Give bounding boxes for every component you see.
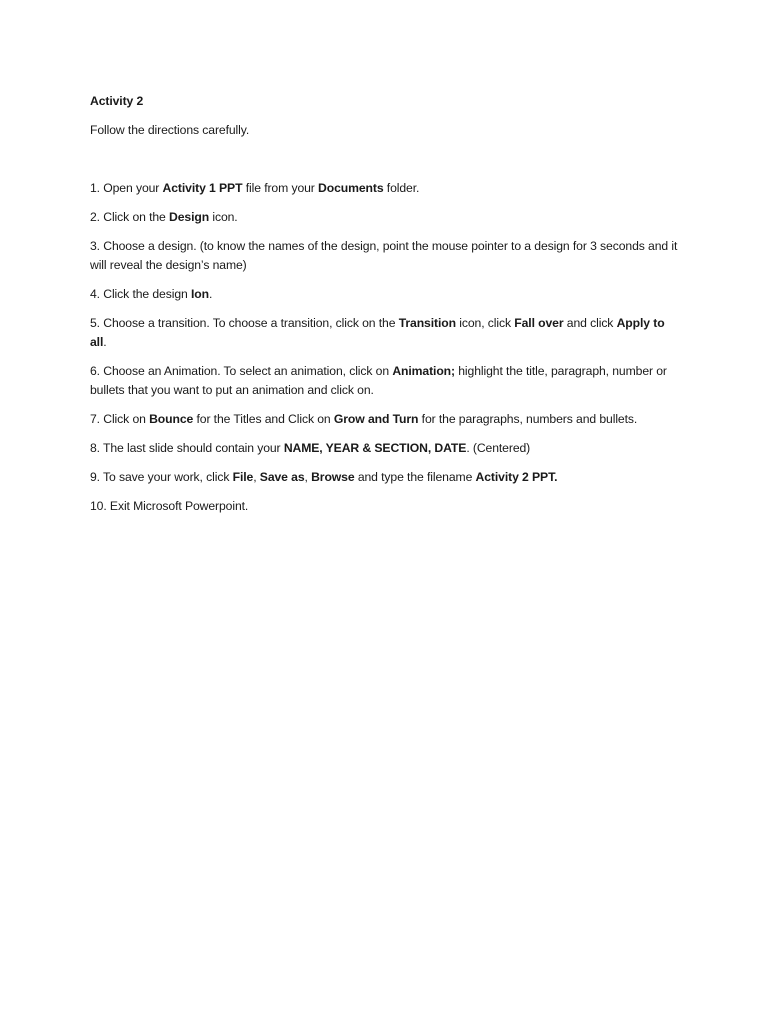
step-text: and click [563, 316, 617, 330]
step-text: and type the filename [354, 470, 476, 484]
steps-list [90, 179, 680, 516]
step-text: for the Titles and Click on [193, 412, 334, 426]
step-item [90, 362, 680, 400]
step-text: for the paragraphs, numbers and bullets. [418, 412, 638, 426]
step-bold-text: Documents [318, 181, 384, 195]
step-text: 1. Open your [90, 181, 163, 195]
step-text: icon, click [455, 316, 515, 330]
step-text: folder. [383, 181, 420, 195]
step-item [90, 179, 680, 198]
step-bold-text: Animation; [392, 364, 455, 378]
step-item [90, 439, 680, 458]
document-title: Activity 2 [90, 94, 144, 108]
step-item [90, 314, 680, 352]
step-item [90, 285, 680, 304]
step-text: 9. To save your work, click [90, 470, 233, 484]
step-text: 4. Click the design [90, 287, 191, 301]
step-bold-text: Grow and Turn [333, 412, 419, 426]
step-text: 2. Click on the [90, 210, 170, 224]
step-item [90, 497, 680, 516]
step-bold-text: Fall over [514, 316, 564, 330]
step-text: . [208, 287, 213, 301]
step-bold-text: Browse [311, 470, 355, 484]
step-item [90, 468, 680, 487]
step-text: 10. Exit Microsoft Powerpoint. [90, 499, 249, 513]
document-intro: Follow the directions carefully. [90, 123, 250, 137]
step-bold-text: Ion [190, 287, 209, 301]
step-item [90, 237, 680, 275]
step-text: . [103, 335, 107, 349]
step-item [90, 208, 680, 227]
step-bold-text: Activity 2 PPT. [475, 470, 558, 484]
step-text: , [253, 470, 260, 484]
step-text: 8. The last slide should contain your [90, 441, 284, 455]
step-text: highlight the title, paragraph, number or bullets that you want to put an animation and click on. [90, 364, 667, 397]
step-bold-text: Bounce [149, 412, 194, 426]
step-bold-text: Transition [398, 316, 456, 330]
step-text: 7. Click on [90, 412, 150, 426]
document-body [90, 92, 680, 526]
step-text: , [304, 470, 312, 484]
step-text: 3. Choose a design. (to know the names of the design, point the mouse pointer to a design for 3 seconds and it will reveal the design’s name) [90, 239, 678, 272]
step-item [90, 410, 680, 429]
step-text: 6. Choose an Animation. To select an animation, click on [90, 364, 393, 378]
step-text: . (Centered) [466, 441, 531, 455]
step-text: file from your [242, 181, 319, 195]
step-bold-text: Save as [259, 470, 305, 484]
step-bold-text: Apply to all [90, 316, 665, 349]
step-bold-text: Design [169, 210, 210, 224]
step-bold-text: NAME, YEAR & SECTION, DATE [283, 441, 467, 455]
step-bold-text: File [232, 470, 254, 484]
step-text: 5. Choose a transition. To choose a transition, click on the [90, 316, 399, 330]
step-bold-text: Activity 1 PPT [162, 181, 243, 195]
step-text: icon. [209, 210, 238, 224]
